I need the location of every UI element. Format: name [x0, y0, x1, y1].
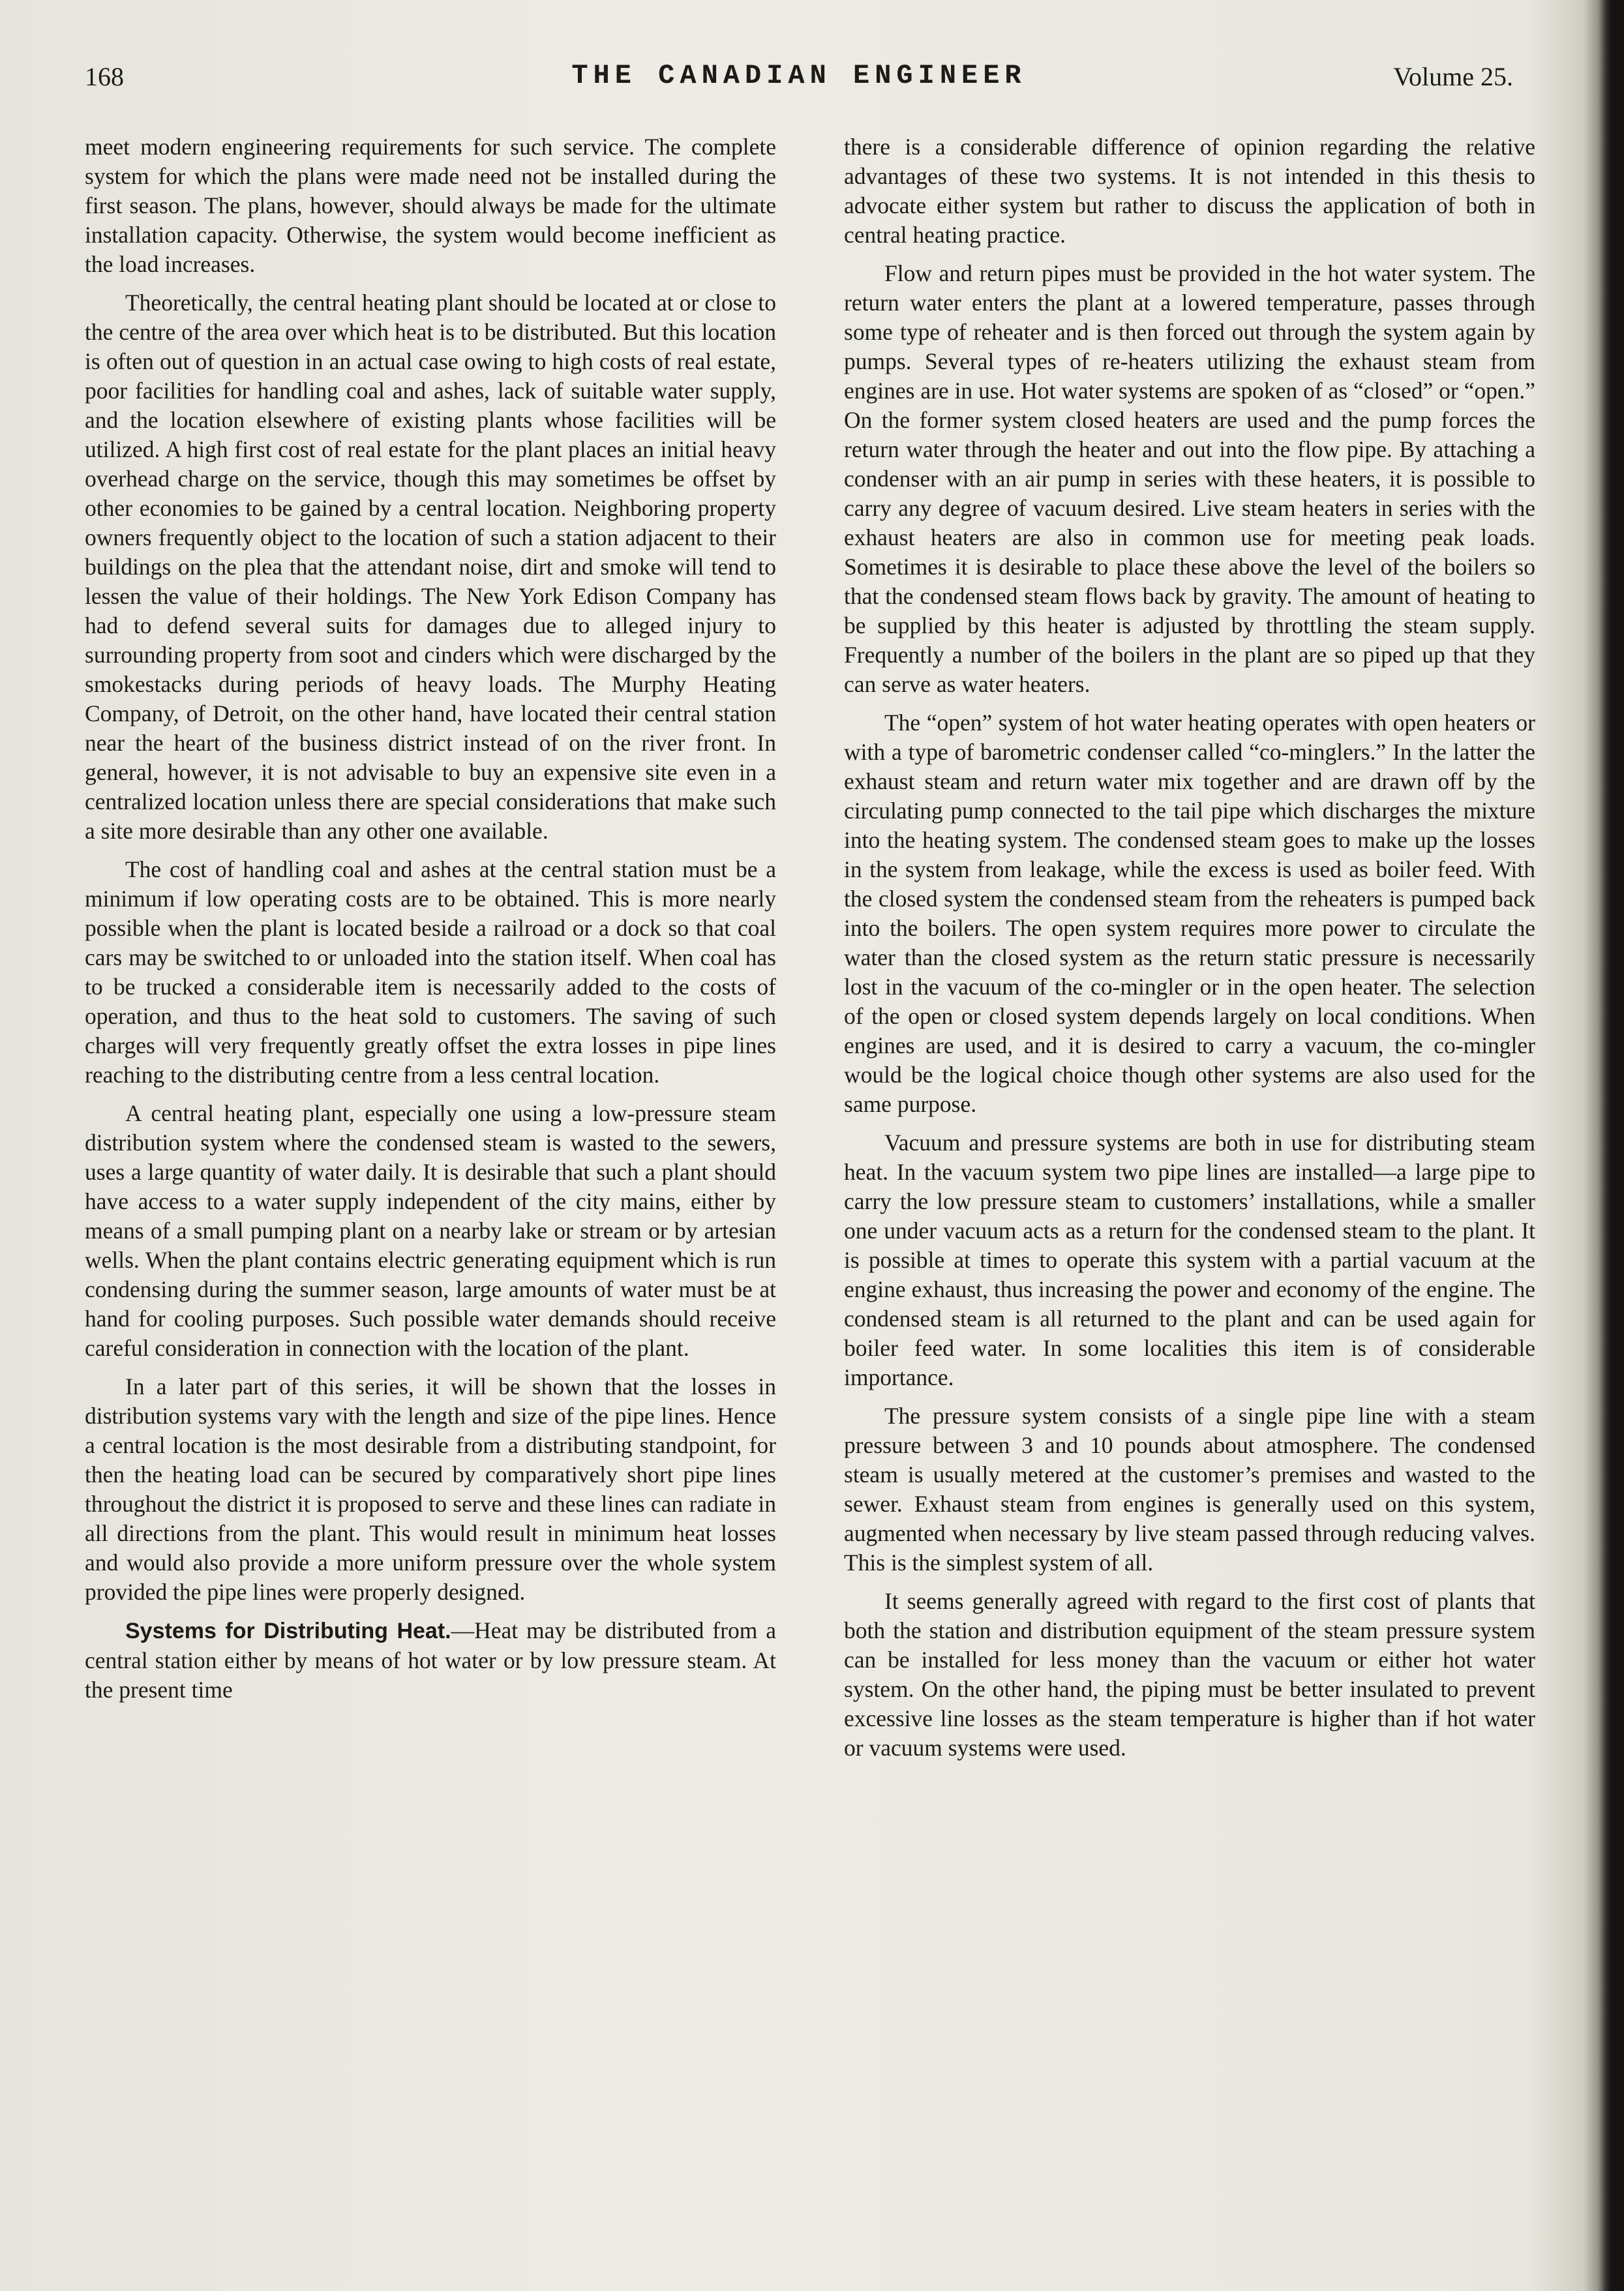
- left-column: [85, 132, 776, 1705]
- paragraph: meet modern engineering requirements for such service. The complete system for which the plans were made need not be installed during the first season. The plans, however, should always be made for the ultimate installation capacity. Otherwise, the system would become inefficient as the load increases.: [85, 134, 776, 277]
- paragraph-with-heading: [85, 1616, 776, 1705]
- section-heading: Systems for Distributing Heat.: [125, 1619, 451, 1643]
- paragraph: there is a considerable difference of opinion regarding the relative advantages of these two systems. It is not intended in this thesis to advocate either system but rather to discuss the application of both in central heating practice.: [844, 134, 1535, 248]
- paragraph: The “open” system of hot water heating operates with open heaters or with a type of barometric condenser called “co-minglers.” In the latter the exhaust steam and return water mix together and are drawn off by the circulating pump connected to the tail pipe which discharges the mixture into the heating system. The condensed steam goes to make up the losses in the system from leakage, while the excess is used as boiler feed. With the closed system the condensed steam from the reheaters is pumped back into the boilers. The open system requires more power to circulate the water than the closed system as the return static pressure is necessarily lost in the vacuum of the co-mingler or in the open heater. The selection of the open or closed system depends largely on local conditions. When engines are used, and it is desired to carry a vacuum, the co-mingler would be the logical choice though other systems are also used for the same purpose.: [844, 710, 1535, 1117]
- paragraph: Theoretically, the central heating plant should be located at or close to the centre of the area over which heat is to be distributed. But this location is often out of question in an actual case owing to high costs of real estate, poor facilities for handling coal and ashes, lack of suitable water supply, and the location elsewhere of existing plants whose facilities will be utilized. A high first cost of real estate for the plant places an initial heavy overhead charge on the service, though this may sometimes be offset by other economies to be gained by a central location. Neighboring property owners frequently object to the location of such a station adjacent to their buildings on the plea that the attendant noise, dirt and smoke will tend to lessen the value of their holdings. The New York Edison Company has had to defend several suits for damages due to alleged injury to surrounding property from soot and cinders which were discharged by the smokestacks during periods of heavy loads. The Murphy Heating Company, of Detroit, on the other hand, have located their central station near the heart of the business district instead of on the river front. In general, however, it is not advisable to buy an expensive site even in a centralized location unless there are special considerations that make such a site more desirable than any other one available.: [85, 290, 776, 844]
- right-column: [844, 132, 1535, 1763]
- paragraph: The cost of handling coal and ashes at the central station must be a minimum if low operating costs are to be obtained. This is more nearly possible when the plant is located beside a railroad or a dock so that coal cars may be switched to or unloaded into the station itself. When coal has to be trucked a considerable item is necessarily added to the costs of operation, and thus to the heat sold to customers. The saving of such charges will very frequently greatly offset the extra losses in pipe lines reaching to the distributing centre from a less central location.: [85, 856, 776, 1088]
- paragraph: It seems generally agreed with regard to the first cost of plants that both the station and distribution equipment of the steam pressure system can be installed for less money than the vacuum or either hot water system. On the other hand, the piping must be better insulated to prevent excessive line losses as the steam temperature is higher than if hot water or vacuum systems were used.: [844, 1588, 1535, 1761]
- paragraph-text: —Heat may be distributed from a central station either by means of hot water or by low pressure steam. At the present time: [85, 1617, 777, 1703]
- journal-title: THE CANADIAN ENGINEER: [571, 60, 1027, 91]
- paragraph: A central heating plant, especially one using a low-pressure steam distribution system where the condensed steam is wasted to the sewers, uses a large quantity of water daily. It is desirable that such a plant should have access to a water supply independent of the city mains, either by means of a small pumping plant on a nearby lake or stream or by artesian wells. When the plant contains electric generating equipment which is run condensing during the summer season, large amounts of water must be at hand for cooling purposes. Such possible water demands should receive careful consideration in connection with the location of the plant.: [85, 1100, 776, 1361]
- page-number: 168: [85, 62, 124, 91]
- volume-label: Volume 25.: [1393, 62, 1513, 91]
- paragraph: Vacuum and pressure systems are both in use for distributing steam heat. In the vacuum system two pipe lines are installed—a large pipe to carry the low pressure steam to customers’ installations, while a smaller one under vacuum acts as a return for the condensed steam to the plant. It is possible at times to operate this system with a partial vacuum at the engine exhaust, thus increasing the power and economy of the engine. The condensed steam is all returned to the plant and can be used again for boiler feed water. In some localities this item is of considerable importance.: [844, 1130, 1535, 1390]
- paragraph: Flow and return pipes must be provided in the hot water system. The return water enters the plant at a lowered temperature, passes through some type of reheater and is then forced out through the system again by pumps. Several types of re-heaters utilizing the exhaust steam from engines are in use. Hot water systems are spoken of as “closed” or “open.” On the former system closed heaters are used and the pump forces the return water through the heater and out into the flow pipe. By attaching a condenser with an air pump in series with these heaters, it is possible to carry any degree of vacuum desired. Live steam heaters in series with the exhaust heaters are also in common use for meeting peak loads. Sometimes it is desirable to place these above the level of the boilers so that the condensed steam flows back by gravity. The amount of heating to be supplied by this heater is adjusted by throttling the steam supply. Frequently a number of the boilers in the plant are so piped up that they can serve as water heaters.: [844, 260, 1535, 697]
- page-binding-edge: [1598, 0, 1624, 2291]
- paragraph: In a later part of this series, it will be shown that the losses in distribution systems vary with the length and size of the pipe lines. Hence a central location is the most desirable from a distributing standpoint, for then the heating load can be secured by comparatively short pipe lines throughout the district it is proposed to serve and these lines can radiate in all directions from the plant. This would result in minimum heat losses and would also provide a more uniform pressure over the whole system provided the pipe lines were properly designed.: [85, 1373, 776, 1605]
- running-header: [85, 57, 1513, 97]
- paragraph: The pressure system consists of a single pipe line with a steam pressure between 3 and 10 pounds about atmosphere. The condensed steam is usually metered at the customer’s premises and wasted to the sewer. Exhaust steam from engines is generally used on this system, augmented when necessary by live steam passed through reducing valves. This is the simplest system of all.: [844, 1403, 1535, 1576]
